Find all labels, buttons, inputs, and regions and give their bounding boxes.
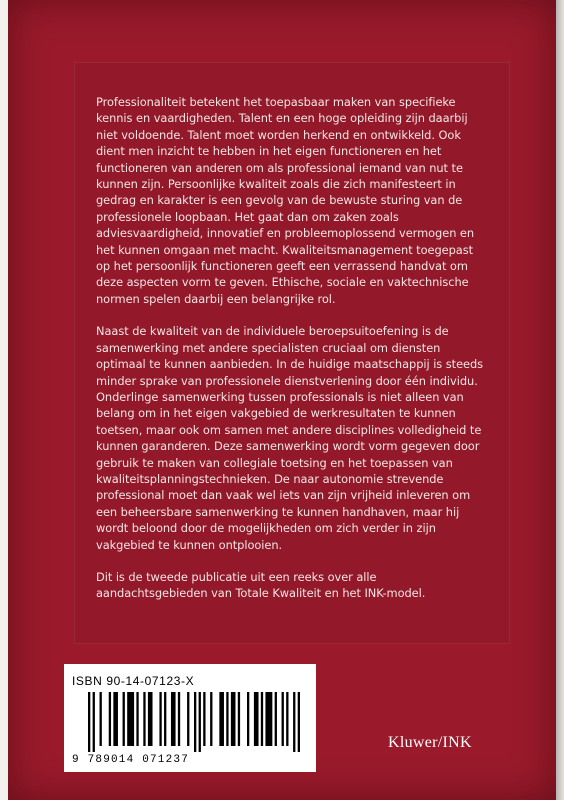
- barcode-bar: [293, 692, 295, 752]
- barcode-bar: [203, 692, 205, 746]
- publisher-logo: Kluwer/INK: [388, 734, 472, 751]
- barcode-bar: [127, 692, 134, 746]
- barcode-bar: [254, 692, 259, 746]
- barcode-bar: [123, 692, 125, 746]
- barcode-bar: [231, 692, 236, 746]
- barcode-bar: [298, 692, 300, 752]
- barcode-bar: [113, 692, 118, 746]
- barcode-bar: [226, 692, 228, 746]
- barcode-bar: [247, 692, 249, 746]
- barcode-bar: [148, 692, 153, 746]
- barcode-bar: [164, 692, 166, 746]
- barcode-digits: 9 789014 071237: [72, 754, 190, 766]
- barcode-bar: [219, 692, 224, 746]
- barcode-bar: [109, 692, 111, 746]
- barcode-bar: [238, 692, 240, 746]
- barcode-bar: [194, 692, 196, 752]
- barcode-bar: [143, 692, 145, 746]
- barcode-bar: [93, 692, 95, 752]
- blurb-paragraph-3: Dit is de tweede publicatie uit een reeks over alle aandachtsgebieden van Totale Kwaliteit en het INK-model.: [96, 569, 426, 601]
- barcode-bar: [265, 692, 272, 746]
- page-edge: [556, 0, 564, 800]
- barcode-label: [64, 664, 316, 772]
- barcode-bar: [261, 692, 263, 746]
- barcode-bar: [286, 692, 288, 746]
- barcode-bar: [282, 692, 284, 746]
- barcode-bar: [178, 692, 180, 746]
- barcode-bar: [100, 692, 102, 746]
- barcode-bar: [275, 692, 277, 746]
- barcode-bar: [199, 692, 201, 752]
- barcode-bar: [88, 692, 90, 752]
- blurb: [96, 94, 486, 618]
- barcode-icon: [88, 692, 300, 752]
- barcode-bar: [136, 692, 138, 746]
- barcode-bar: [187, 692, 189, 746]
- barcode-bar: [171, 692, 176, 746]
- isbn-text: ISBN 90-14-07123-X: [72, 674, 195, 688]
- barcode-bar: [210, 692, 212, 746]
- blurb-paragraph-2: Naast de kwaliteit van de individuele beroepsuitoefening is de samenwerking met andere specialisten cruciaal om diensten optimaal te kunnen aanbieden. In de huidige maatschappij is steeds minder sprake van professionele dienstverlening door één individu. Onderlinge samenwerking tussen professionals is niet alleen van belang om in het eigen vakgebied de werkresultaten te kunnen toetsen, maar ook om samen met andere disciplines volledigheid te kunnen garanderen. Deze samenwerking wordt vorm gegeven door gebruik te maken van collegiale toetsing en het toepassen van kwaliteitsplanningstechnieken. De naar autonomie strevende professional moet dan vaak wel iets van zijn vrijheid inleveren om een beheersbare samenwerking te kunnen handhaven, maar hij wordt beloond door de mogelijkheden om zich verder in zijn vakgebied te kunnen ontplooien.: [96, 324, 484, 552]
- blurb-paragraph-1: Professionaliteit betekent het toepasbaar maken van specifieke kennis en vaardigheden. Talent en een hoge opleiding zijn daarbij niet voldoende. Talent moet worden herkend en ontwikkeld. Ook dient men inzicht te hebben in het eigen functioneren en het functioneren van anderen om als professional iemand van nut te kunnen zijn. Persoonlijke kwaliteit zoals die zich manifesteert in gedrag en karakter is een gevolg van de bewuste sturing van de professionele loopbaan. Het gaat dan om zaken zoals adviesvaardigheid, innovatief en probleemoplossend vermogen en het kunnen omgaan met macht. Kwaliteitsmanagement toegepast op het persoonlijk functioneren geeft een verrassend handvat om deze aspecten vorm te geven. Ethische, sociale en vaktechnische normen spelen daarbij een belangrijke rol.: [96, 95, 475, 306]
- barcode-bar: [159, 692, 161, 746]
